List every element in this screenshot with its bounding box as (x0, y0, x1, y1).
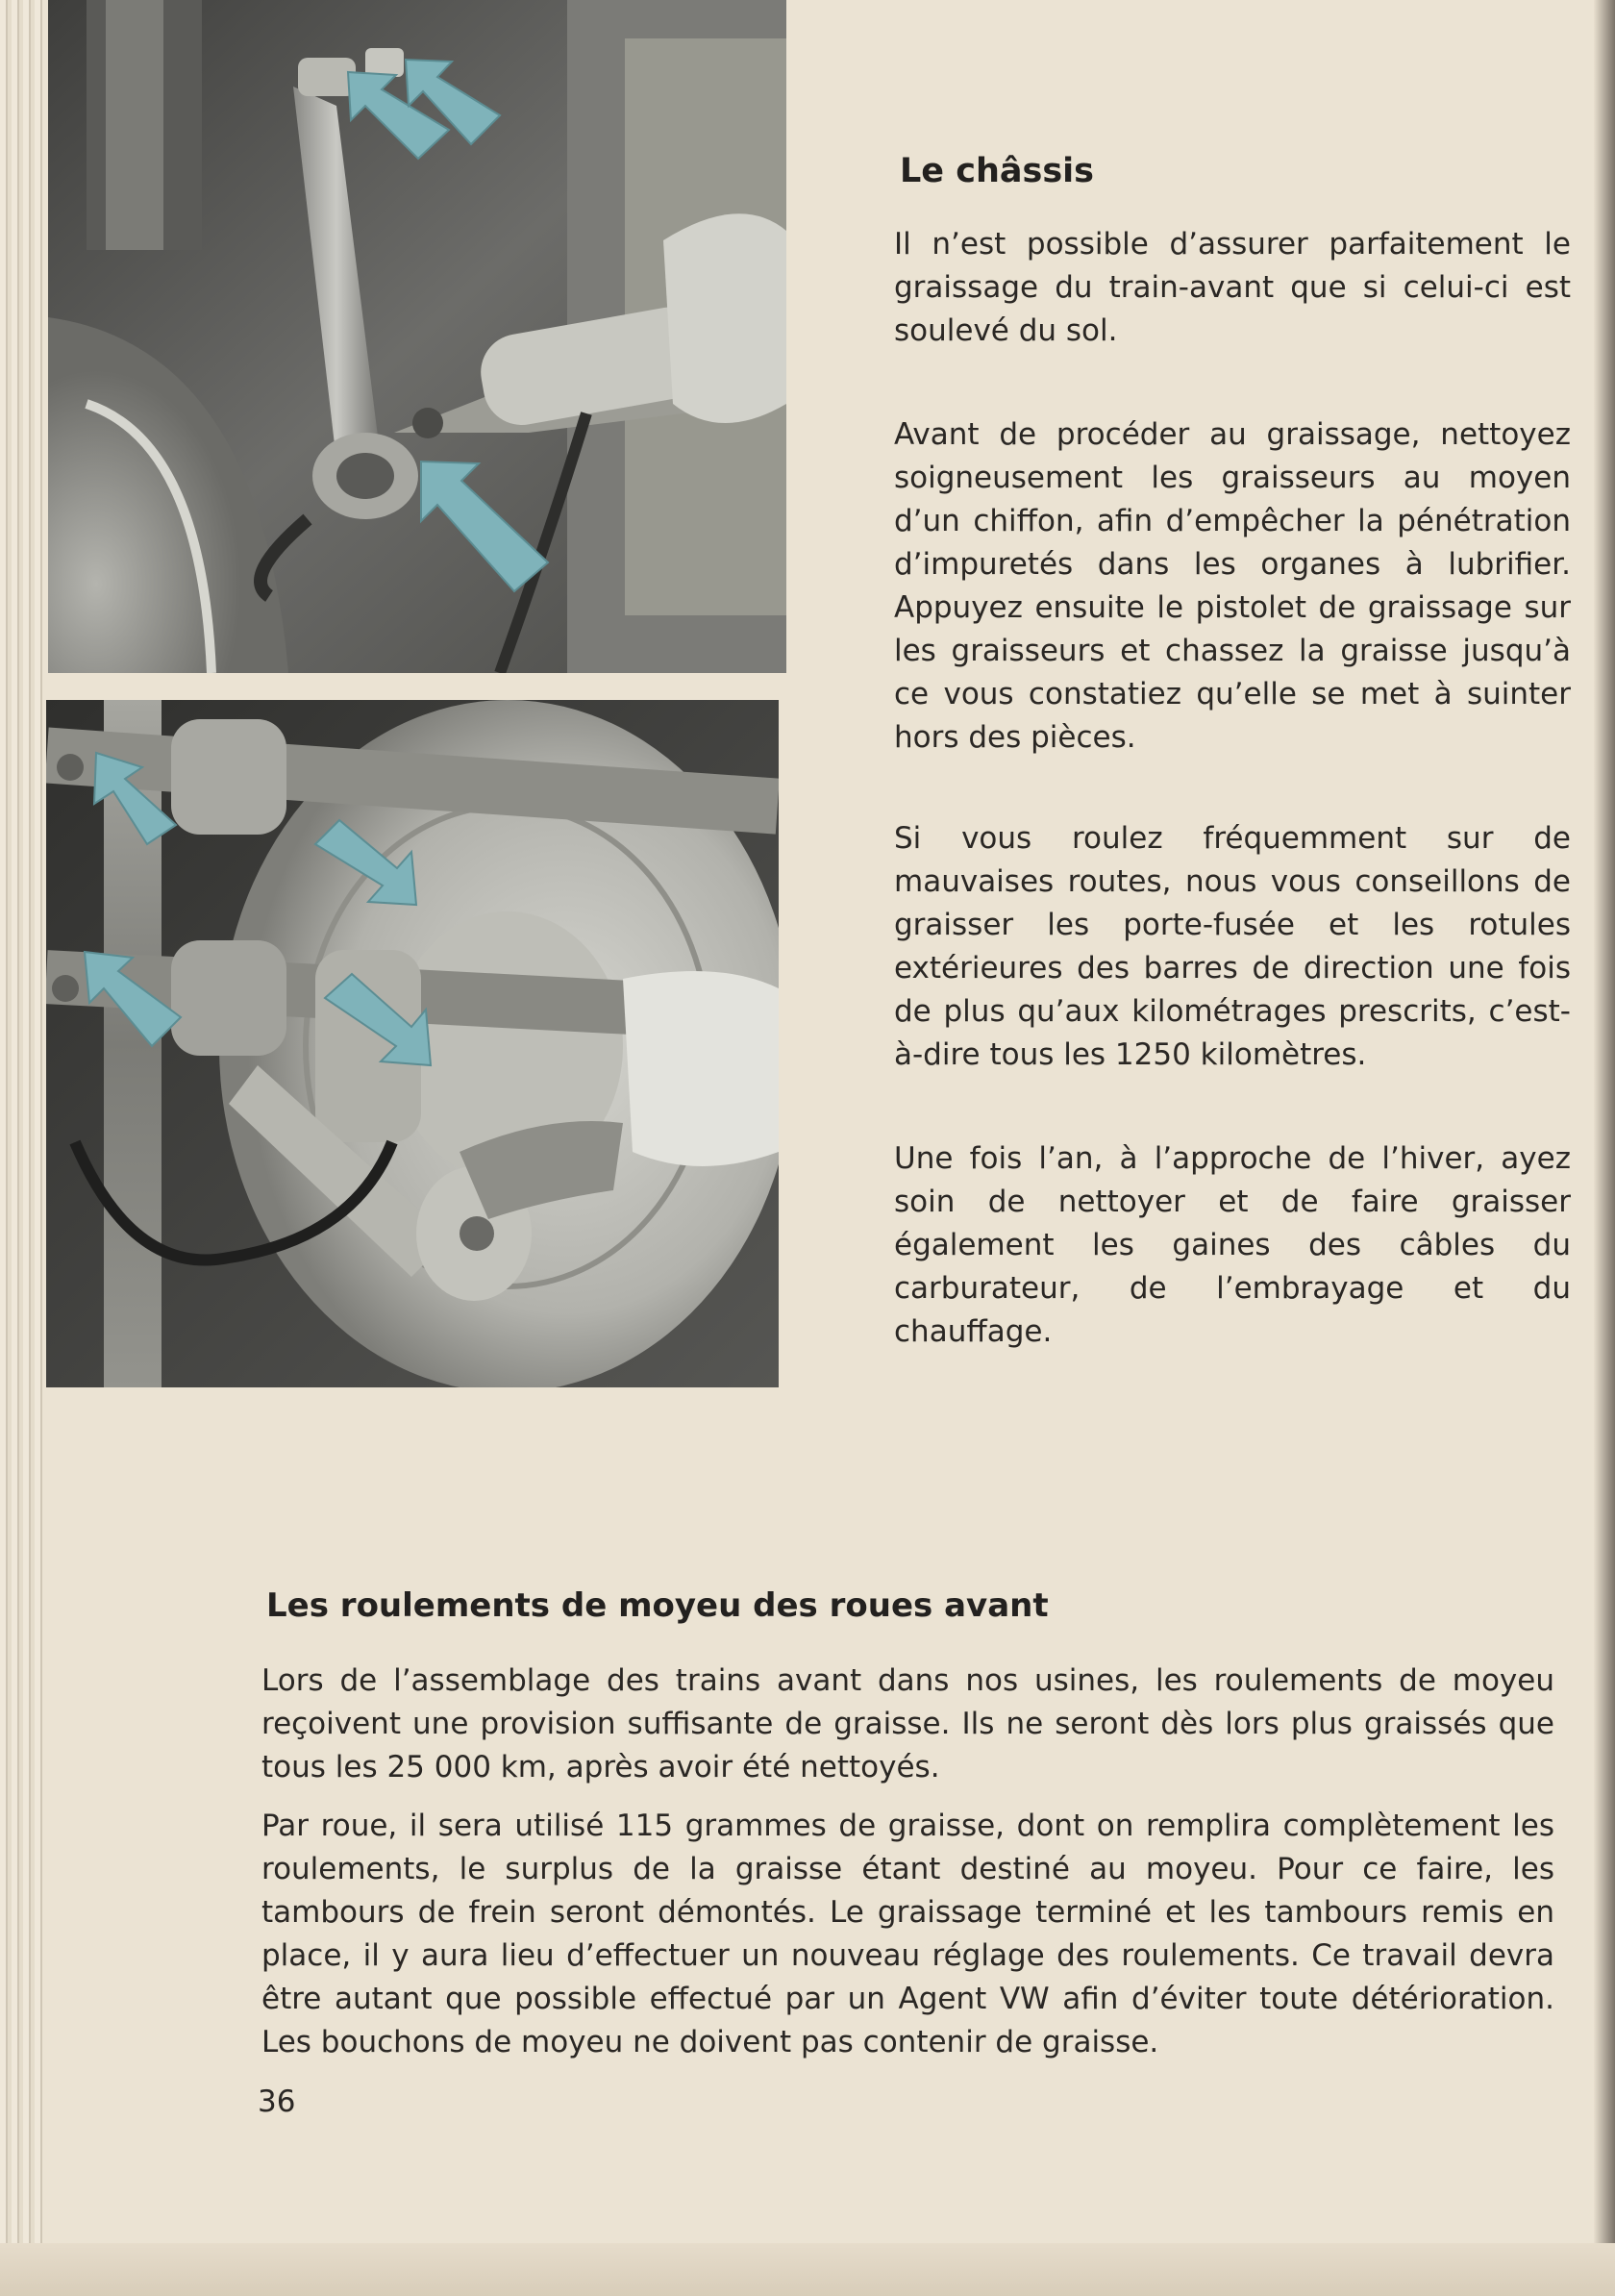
page-edge-right (1594, 0, 1615, 2296)
photo-kingpin-greasing (46, 700, 779, 1387)
photo-tie-rod-greasing (48, 0, 786, 673)
photo-kingpin-greasing-illustration (46, 700, 779, 1387)
hubs-paragraph: Lors de l’assemblage des trains avant dans nos usines, les roulements de moyeu reçoivent une provision suffisante de graisse. Ils ne seront dès lors plus graissés que tous les 25 000 km, après avoir été nettoyés. (261, 1663, 1554, 1784)
chassis-paragraph: Si vous roulez fréquemment sur de mauvaises routes, nous vous conseillons de graisser les porte-fusée et les rotules extérieures des barres de direction une fois de plus qu’aux kilométrages prescrits, c’est-à-dire tous les 1250 kilomètres. (894, 821, 1571, 1072)
page-edge-left (0, 0, 42, 2296)
page-number: 36 (258, 2084, 296, 2119)
hubs-paragraph: Par roue, il sera utilisé 115 grammes de graisse, dont on remplira complètement les roulements, le surplus de la graisse étant destiné au moyeu. Pour ce faire, les tambours de frein seront démontés. Le graissage terminé et les tambours remis en place, il y aura lieu d’effectuer un nouveau réglage des roulements. Ce travail devra être autant que possible effectué par un Agent VW afin d’éviter toute détérioration. Les bouchons de moyeu ne doivent pas contenir de graisse. (261, 1809, 1554, 2059)
chassis-paragraph: Avant de procéder au graissage, nettoyez soigneusement les graisseurs au moyen d’un chiffon, afin d’empêcher la pénétration d’impuretés dans les organes à lubrifier. Appuyez ensuite le pistolet de graissage sur les graisseurs et chassez la graisse jusqu’à ce vous constatiez qu’elle se met à suinter hors des pièces. (894, 417, 1571, 755)
page-edge-bottom (0, 2243, 1615, 2296)
chassis-paragraph: Une fois l’an, à l’approche de l’hiver, ayez soin de nettoyer et de faire graisser également les gaines des câbles du carburateur, de l’embrayage et du chauffage. (894, 1141, 1571, 1349)
section-heading-wheel-hubs: Les roulements de moyeu des roues avant (266, 1586, 1049, 1625)
photo-tie-rod-greasing-illustration (48, 0, 786, 673)
chassis-paragraph: Il n’est possible d’assurer parfaitement le graissage du train-avant que si celui-ci est soulevé du sol. (894, 227, 1571, 348)
section-heading-chassis: Le châssis (900, 152, 1095, 190)
